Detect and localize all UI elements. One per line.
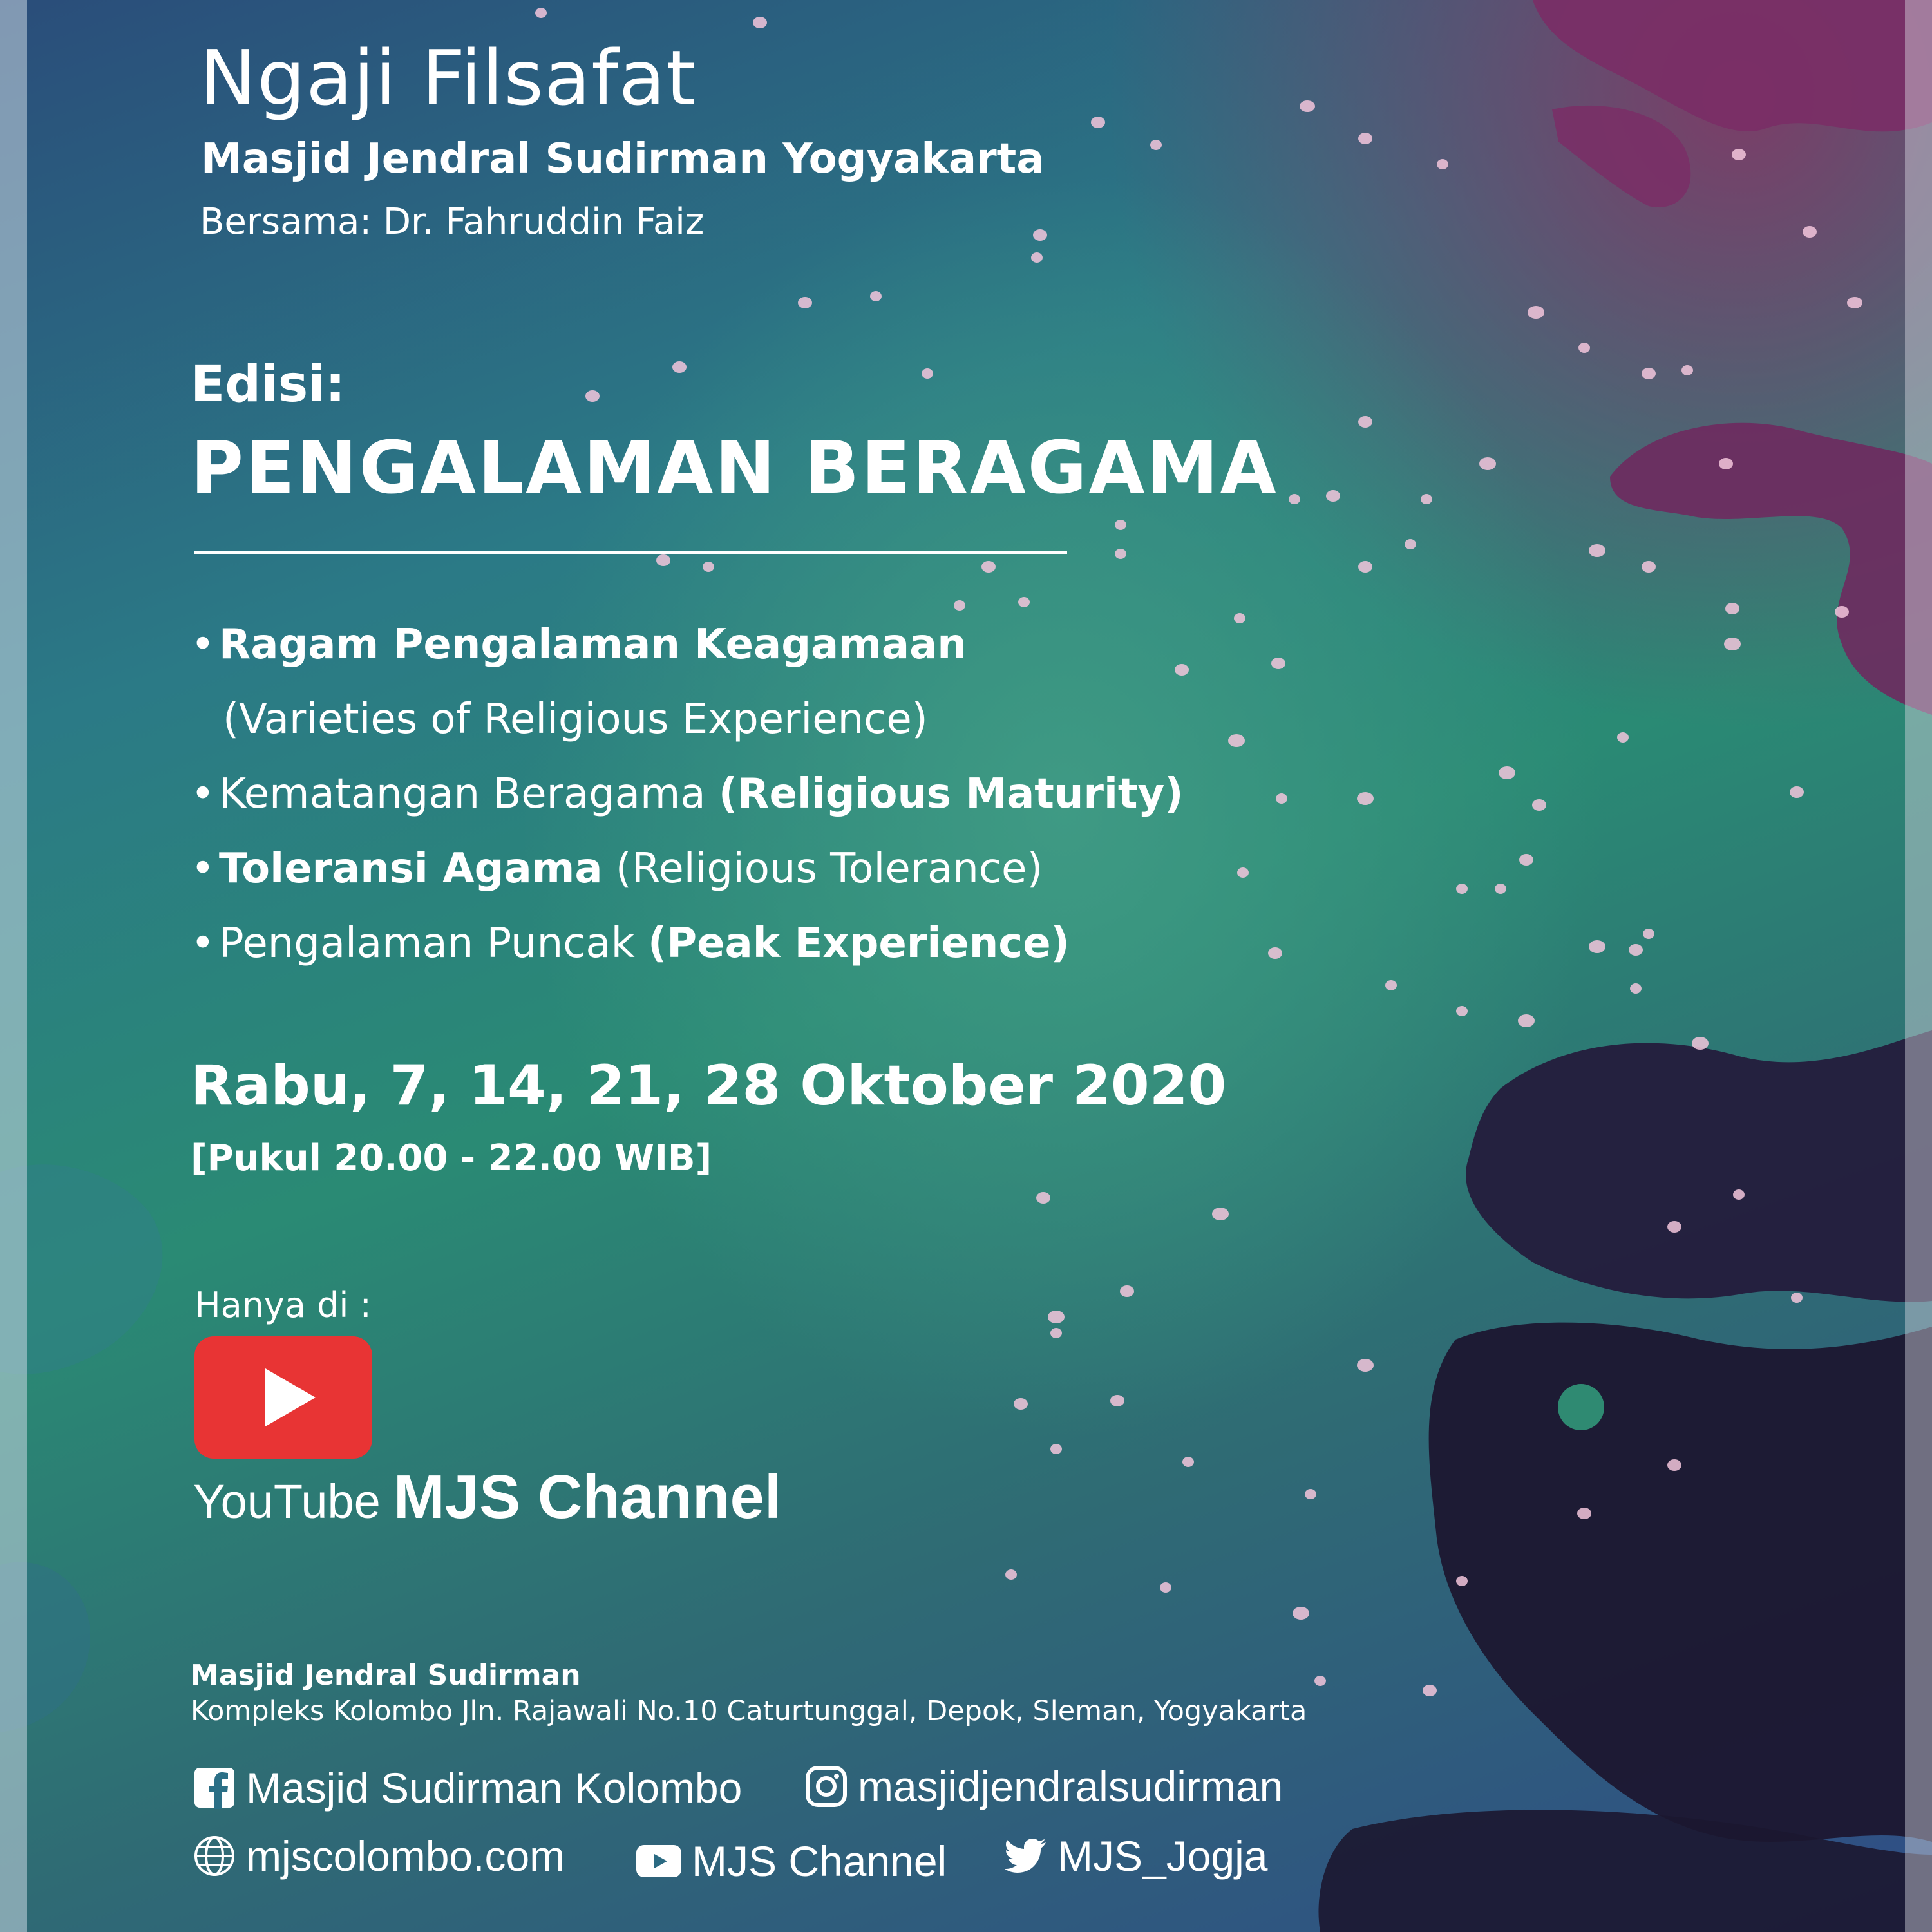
topic-list xyxy=(191,620,1285,993)
bullet: • xyxy=(191,920,215,967)
instagram-label: masjidjendralsudirman xyxy=(858,1763,1283,1810)
website-link[interactable] xyxy=(193,1832,565,1880)
topic-item xyxy=(191,844,1285,894)
divider-line xyxy=(194,551,1067,554)
topic-title: Ragam Pengalaman Keagamaan xyxy=(219,621,967,668)
instagram-link[interactable] xyxy=(805,1762,1283,1811)
topic-item xyxy=(191,620,1285,744)
facebook-label: Masjid Sudirman Kolombo xyxy=(246,1764,743,1812)
event-dates: Rabu, 7, 14, 21, 28 Oktober 2020 xyxy=(191,1054,1227,1118)
youtube-label: MJS Channel xyxy=(692,1837,947,1885)
twitter-link[interactable] xyxy=(1005,1832,1268,1880)
green-hole xyxy=(1558,1384,1604,1430)
venue-subtitle: Masjid Jendral Sudirman Yogyakarta xyxy=(201,135,1045,183)
topic-title: Toleransi Agama xyxy=(219,845,603,893)
event-title: Ngaji Filsafat xyxy=(200,33,697,122)
left-edge-strip xyxy=(0,0,27,1932)
purple-silhouette-right xyxy=(1610,423,1932,715)
facebook-link[interactable] xyxy=(193,1763,742,1812)
dark-silhouette-lower xyxy=(1429,1323,1932,1842)
topic-english: (Varieties of Religious Experience) xyxy=(223,696,928,743)
speaker-line: Bersama: Dr. Fahruddin Faiz xyxy=(200,201,705,243)
topic-item xyxy=(191,918,1285,969)
instagram-icon xyxy=(805,1765,848,1808)
edition-title: PENGALAMAN BERAGAMA xyxy=(191,426,1278,510)
event-time: [Pukul 20.00 - 22.00 WIB] xyxy=(191,1137,712,1179)
dark-silhouette-upper xyxy=(1466,1030,1932,1302)
organizer-name: Masjid Jendral Sudirman xyxy=(191,1659,581,1692)
youtube-logo-icon[interactable] xyxy=(194,1336,372,1459)
topic-title: Kematangan Beragama xyxy=(219,770,706,818)
topic-title: Pengalaman Puncak xyxy=(219,920,635,967)
topic-english: (Peak Experience) xyxy=(647,920,1070,967)
topic-english: (Religious Maturity) xyxy=(718,770,1184,818)
right-edge-strip xyxy=(1905,0,1932,1932)
edition-label: Edisi: xyxy=(191,355,346,413)
globe-icon xyxy=(193,1835,236,1877)
bullet: • xyxy=(191,770,215,818)
play-icon xyxy=(265,1368,316,1426)
platform-intro: Hanya di : xyxy=(194,1285,372,1325)
purple-silhouette-mid xyxy=(1552,106,1690,207)
twitter-icon xyxy=(1005,1838,1047,1874)
topic-item xyxy=(191,769,1285,819)
channel-name: MJS Channel xyxy=(393,1463,782,1531)
youtube-wordmark: YouTube xyxy=(193,1475,381,1528)
topic-english: (Religious Tolerance) xyxy=(615,845,1043,893)
youtube-channel-line[interactable] xyxy=(193,1462,782,1533)
organizer-address: Kompleks Kolombo Jln. Rajawali No.10 Caturtunggal, Depok, Sleman, Yogyakarta xyxy=(191,1695,1307,1727)
bullet: • xyxy=(191,621,215,668)
youtube-icon xyxy=(636,1845,681,1877)
bullet: • xyxy=(191,845,215,893)
facebook-icon xyxy=(193,1766,236,1809)
twitter-label: MJS_Jogja xyxy=(1057,1832,1268,1880)
youtube-link[interactable] xyxy=(636,1837,947,1886)
website-label: mjscolombo.com xyxy=(246,1832,565,1880)
